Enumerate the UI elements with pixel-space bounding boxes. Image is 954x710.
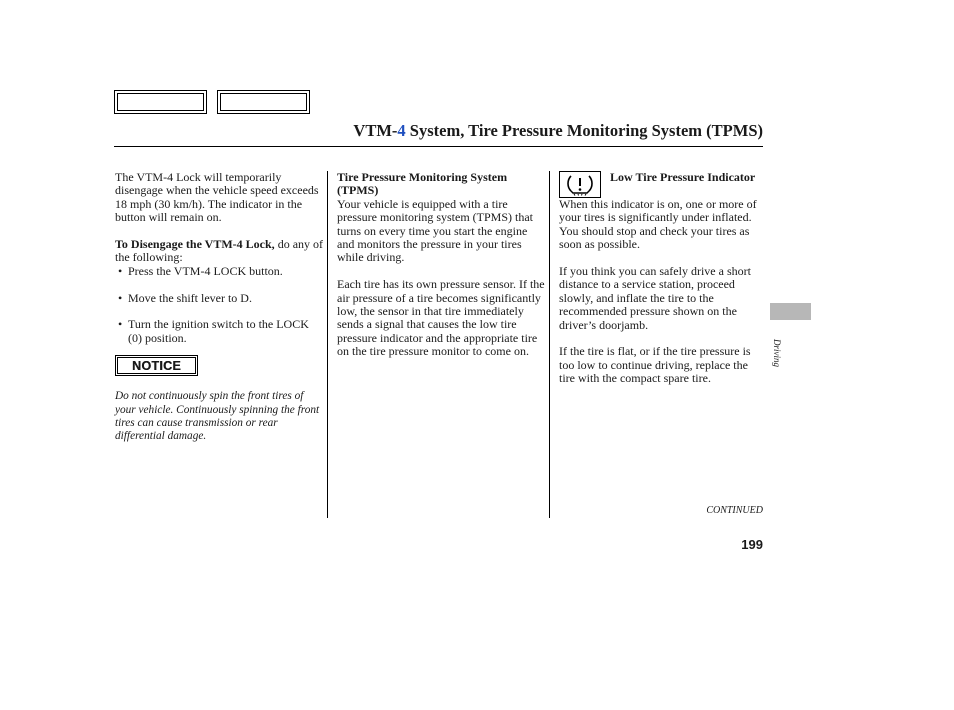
column-tpms [337, 171, 545, 359]
column-vtm4-lock [115, 171, 325, 444]
list-item: • Move the shift lever to D. [115, 292, 325, 305]
page-title-number: 4 [397, 121, 406, 140]
low-tire-para-1: When this indicator is on, one or more of your tires is significantly under inflated. You should stop and check your tires as soon as possible. [559, 197, 757, 252]
disengage-list [115, 265, 325, 345]
nav-button-next[interactable] [217, 90, 310, 114]
low-tire-heading-block [559, 171, 765, 198]
notice-label: NOTICE [117, 357, 196, 374]
page-number: 199 [741, 537, 763, 552]
tpms-para-2: Each tire has its own pressure sensor. If the air pressure of a tire becomes significantly low, the sensor in that tire immediately sends a signal that causes the low tire pressure indicator and the appropriate tire on the tire pressure monitor to come on. [337, 277, 545, 359]
disengage-tail: do any of the following: [115, 237, 324, 265]
list-item: • Press the VTM-4 LOCK button. [115, 265, 325, 278]
page-title-prefix: VTM- [353, 121, 398, 140]
section-tab[interactable] [770, 303, 811, 320]
notice-text: Do not continuously spin the front tires of your vehicle. Continuously spinning the front tires can cause transmission or rear differential damage. [115, 390, 320, 443]
title-rule [114, 146, 763, 147]
disengage-paragraph [115, 238, 325, 265]
low-tire-pressure-icon [559, 171, 601, 198]
list-item: • Turn the ignition switch to the LOCK (0) position. [115, 318, 325, 345]
tpms-para-1: Your vehicle is equipped with a tire pressure monitoring system (TPMS) that turns on every time you start the engine and monitors the pressure in your tires while driving. [337, 196, 533, 265]
notice-badge [115, 355, 198, 376]
vtm4-intro-text: The VTM-4 Lock will temporarily disengage when the vehicle speed exceeds 18 mph (30 km/h). The indicator in the button will remain on. [115, 170, 319, 225]
low-tire-heading: Low Tire Pressure Indicator [610, 170, 756, 184]
page-title-rest: System, Tire Pressure Monitoring System (TPMS) [405, 121, 763, 140]
column-low-tire-pressure [559, 171, 765, 386]
page-title [114, 121, 763, 141]
section-label: Driving [772, 339, 782, 367]
continued-label: CONTINUED [706, 505, 763, 516]
column-divider [327, 171, 328, 518]
low-tire-para-2: If you think you can safely drive a short distance to a service station, proceed slowly, and inflate the tire to the recommended pressure shown on the driver’s doorjamb. [559, 264, 751, 332]
tpms-heading: Tire Pressure Monitoring System (TPMS) [337, 170, 508, 198]
column-divider [549, 171, 550, 518]
nav-button-previous[interactable] [114, 90, 207, 114]
low-tire-para-3: If the tire is flat, or if the tire pressure is too low to continue driving, replace the tire with the compact spare tire. [559, 344, 751, 386]
disengage-heading: To Disengage the VTM-4 Lock, [115, 237, 275, 252]
